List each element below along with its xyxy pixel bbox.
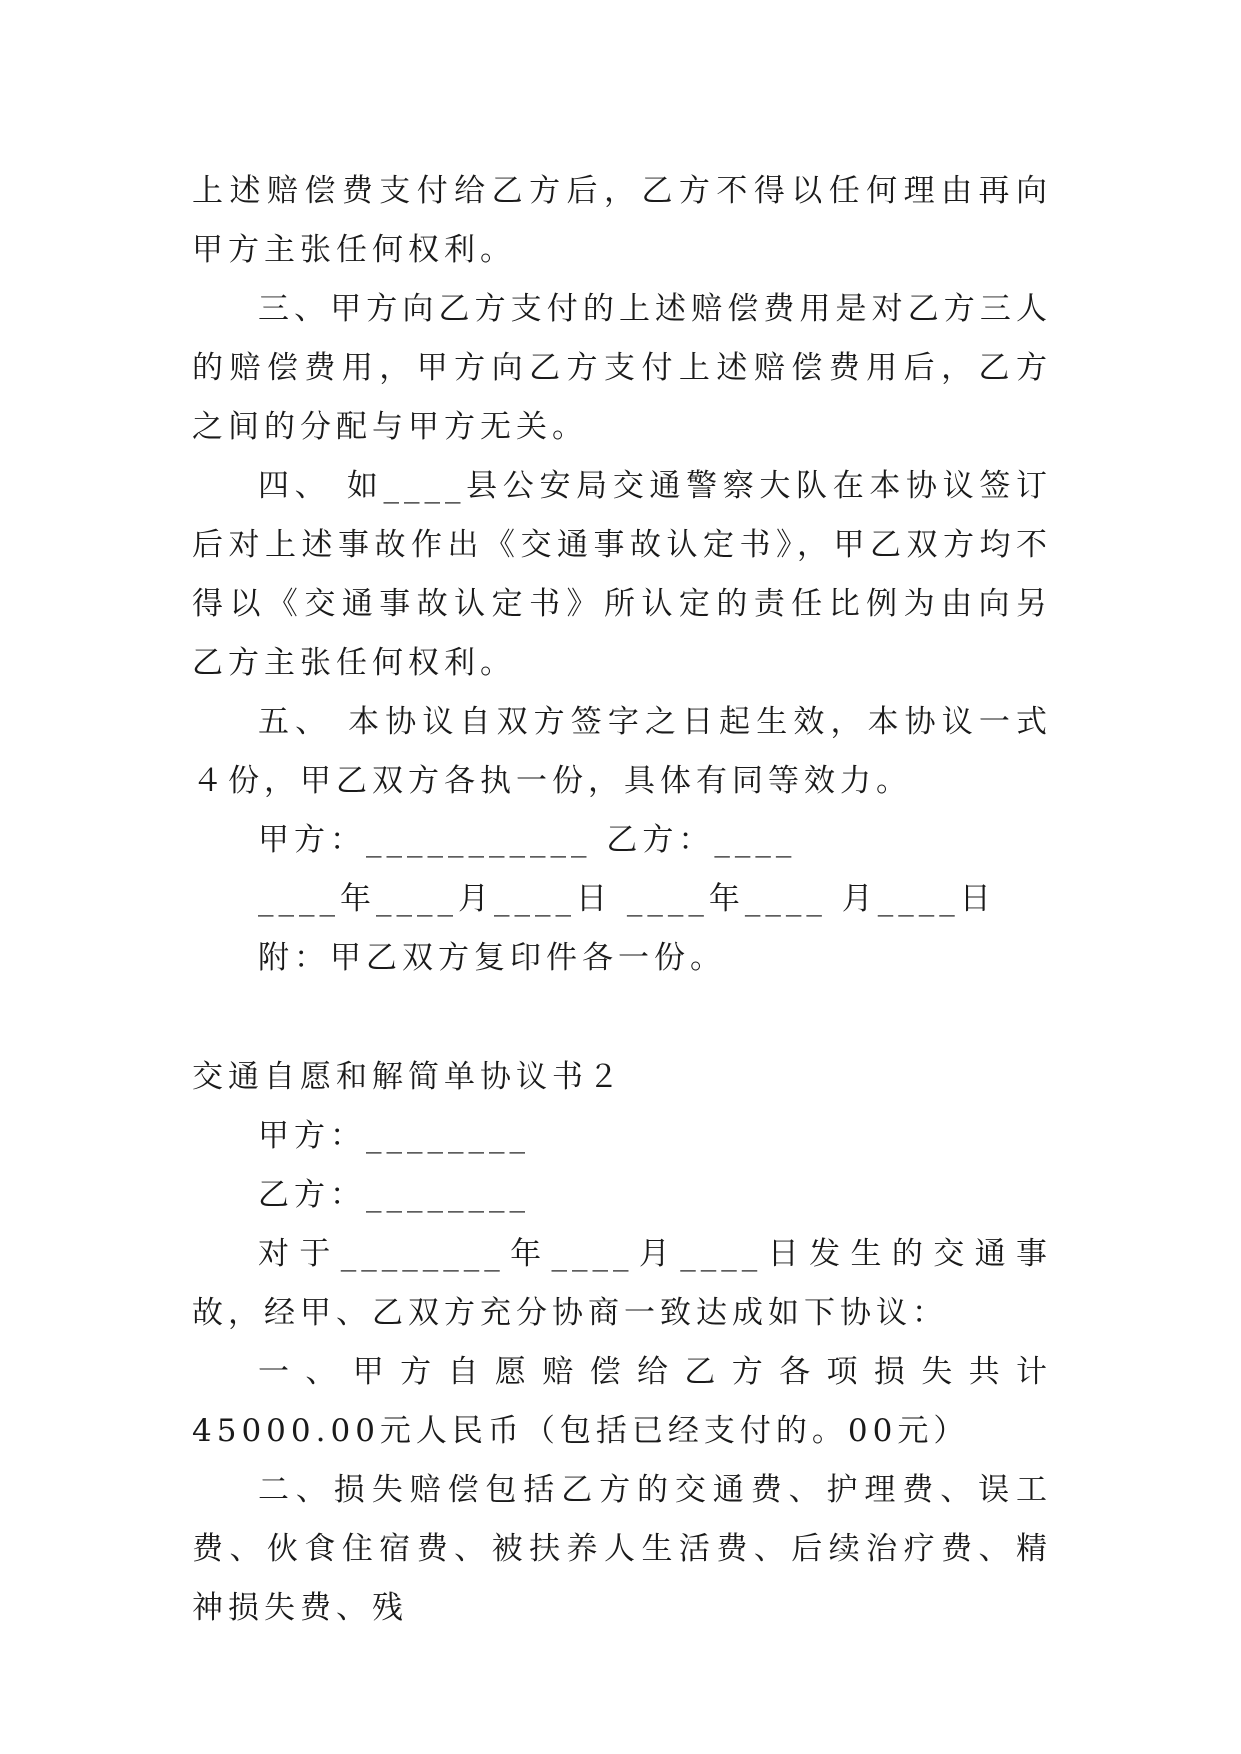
- date-line: ____年____月____日 ____年____ 月____日: [258, 881, 996, 917]
- party-b-line: 乙方：________: [258, 1177, 530, 1213]
- clause-two: 二、损失赔偿包括乙方的交通费、护理费、误工费、伙食住宿费、被扶养人生活费、后续治疗费、精神损失费、残: [192, 1472, 1052, 1626]
- clause-five: 五、 本协议自双方签字之日起生效，本协议一式４份，甲乙双方各执一份，具体有同等效力。: [192, 704, 1052, 799]
- document-body: [192, 162, 1052, 1638]
- section-spacer: [192, 988, 1052, 1048]
- section-title: 交通自愿和解简单协议书２: [192, 1059, 624, 1095]
- clause-three: 三、甲方向乙方支付的上述赔偿费用是对乙方三人的赔偿费用，甲方向乙方支付上述赔偿费用后，乙方之间的分配与甲方无关。: [192, 291, 1052, 445]
- signature-line: 甲方：___________ 乙方：____: [258, 822, 797, 858]
- clause-one: 一、甲方自愿赔偿给乙方各项损失共计45000.00元人民币（包括已经支付的。00元）: [192, 1354, 1052, 1449]
- paragraph-continuation: 上述赔偿费支付给乙方后，乙方不得以任何理由再向甲方主张任何权利。: [192, 173, 1052, 268]
- attachment-note: 附：甲乙双方复印件各一份。: [258, 940, 726, 976]
- party-a-line: 甲方：________: [258, 1118, 530, 1154]
- clause-four: 四、 如____县公安局交通警察大队在本协议签订后对上述事故作出《交通事故认定书》，甲乙双方均不得以《交通事故认定书》所认定的责任比例为由向另乙方主张任何权利。: [192, 468, 1052, 681]
- agreement-intro: 对于________年____月____日发生的交通事故，经甲、乙双方充分协商一致达成如下协议：: [192, 1236, 1052, 1331]
